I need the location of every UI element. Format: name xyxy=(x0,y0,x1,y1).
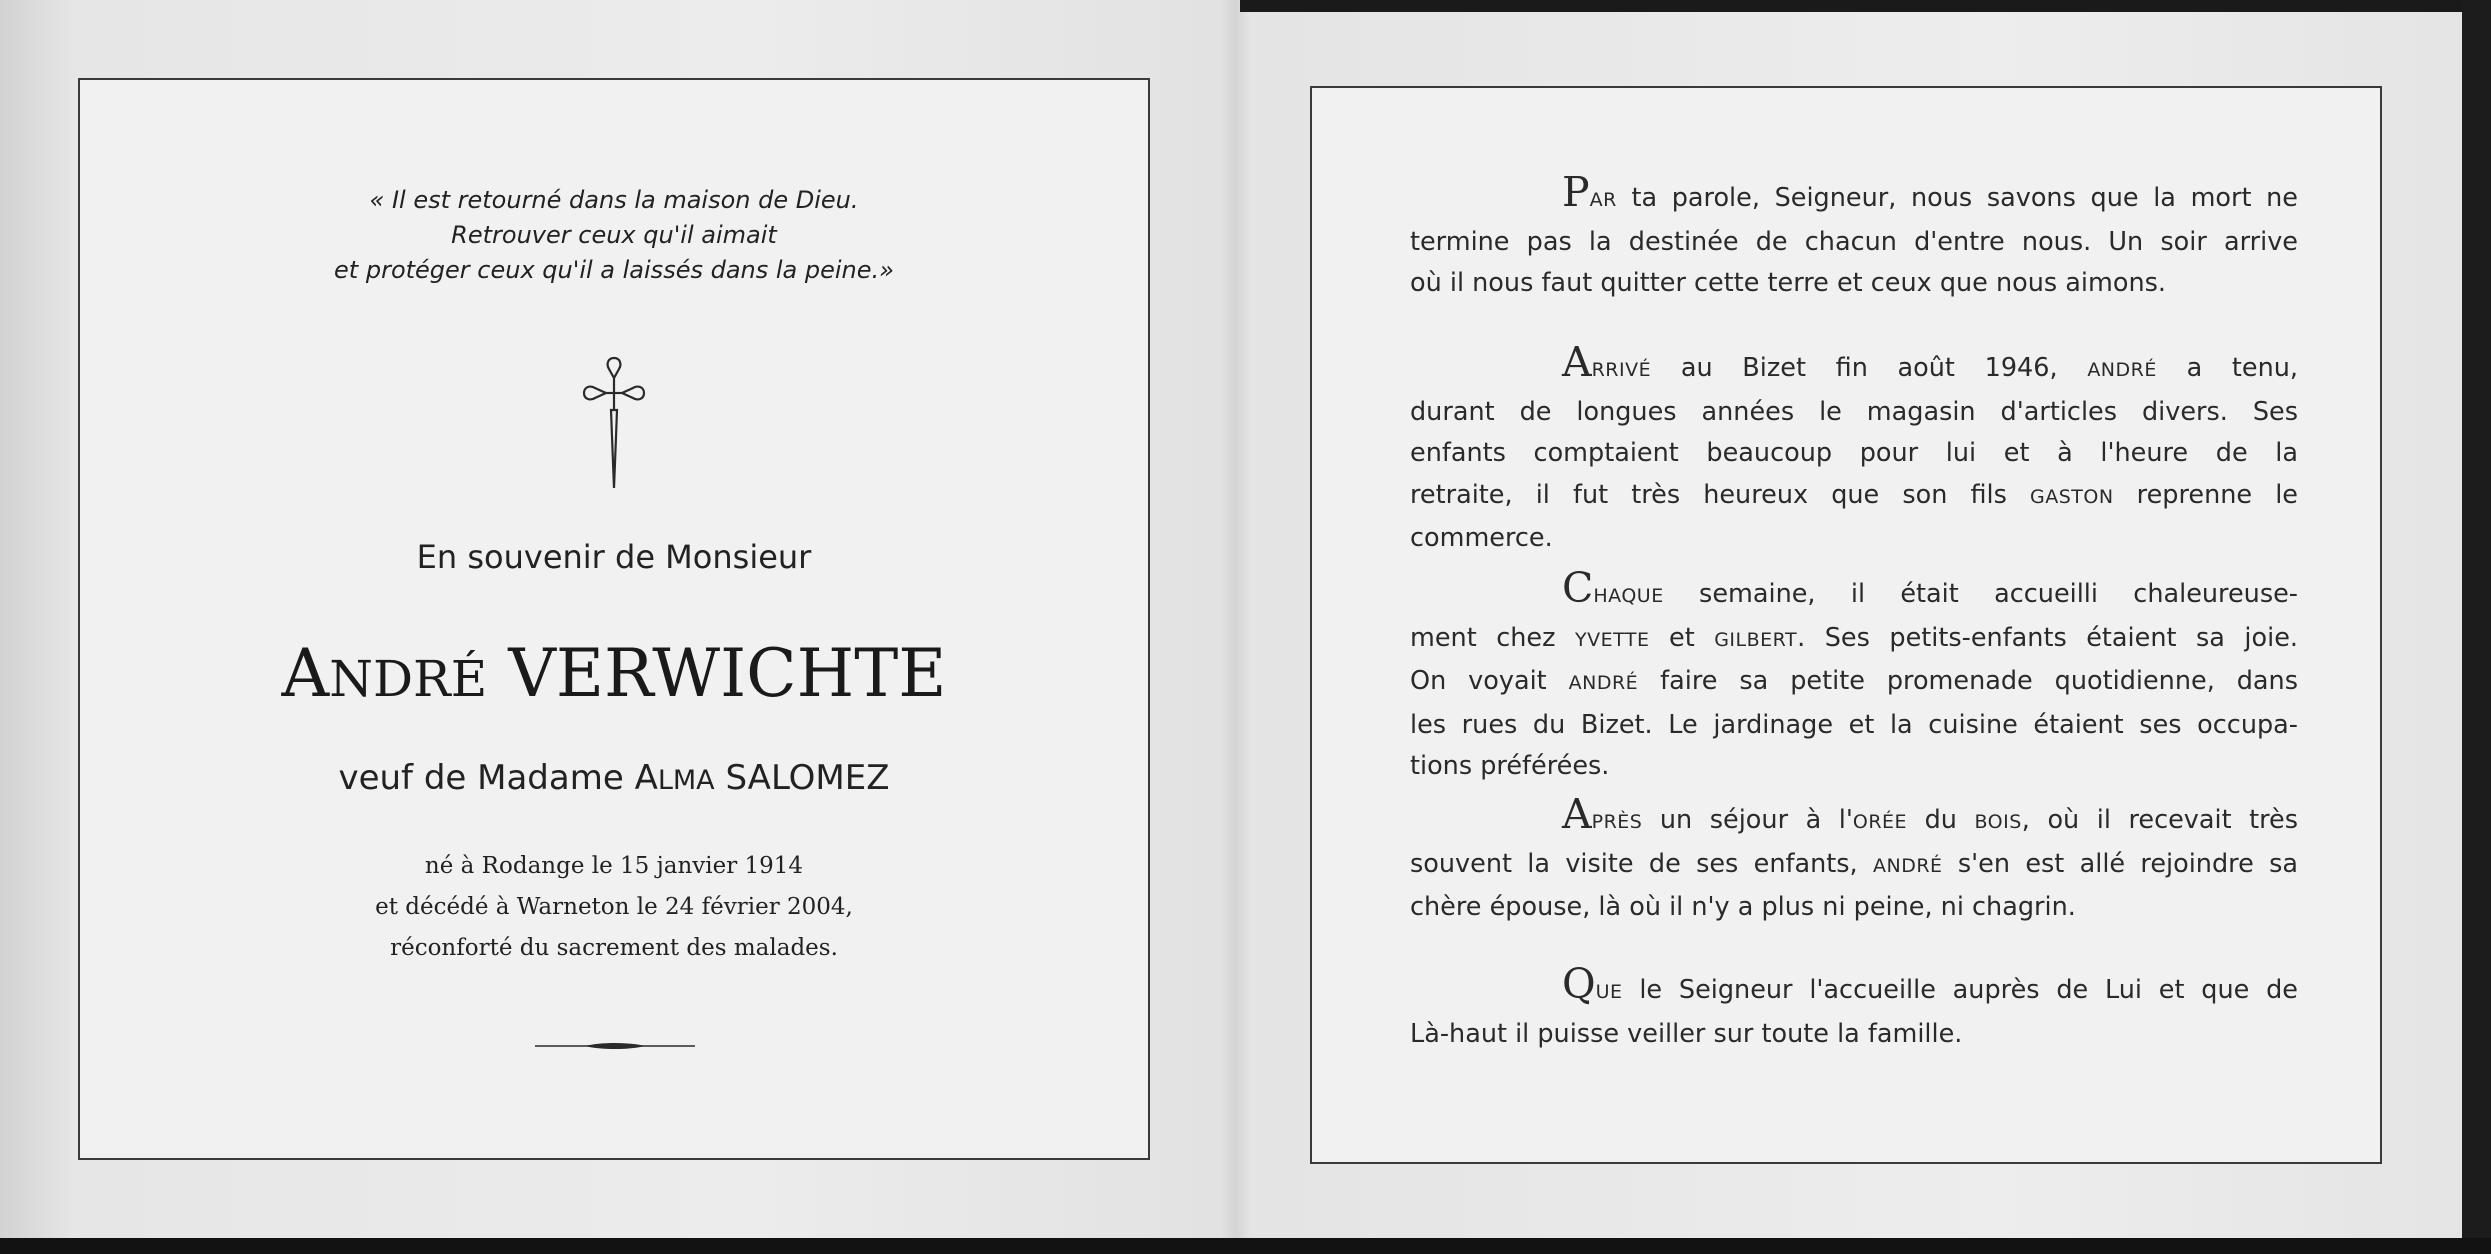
paragraph-2 xyxy=(1410,338,2298,560)
in-memory-of: En souvenir de Monsieur xyxy=(416,538,812,576)
widow-of xyxy=(80,758,1148,798)
first-name-rest: NDRÉ xyxy=(329,650,488,708)
scan-top-edge xyxy=(1240,0,2491,12)
memorial-card-text xyxy=(1310,86,2382,1164)
text-line: APRÈS un séjour à l'ORÉE du BOIS, où il recevait très xyxy=(1562,790,2299,838)
paragraph-3 xyxy=(1410,564,2299,788)
text-line: souvent la visite de ses enfants, ANDRÉ s'en est allé rejoindre sa xyxy=(1410,848,2298,879)
quote-line: Retrouver ceux qu'il aimait xyxy=(451,221,777,249)
text-line: Là-haut il puisse veiller sur toute la famille. xyxy=(1410,1018,1963,1049)
deceased-name xyxy=(80,635,1148,712)
first-name-initial: A xyxy=(281,635,330,712)
epigraph-quote xyxy=(80,183,1148,288)
quote-line: et protéger ceux qu'il a laissés dans la peine.» xyxy=(334,256,894,284)
divider-ornament xyxy=(535,1040,695,1052)
life-dates xyxy=(80,846,1148,969)
paragraph-1 xyxy=(1410,168,2298,305)
last-name: VERWICHTE xyxy=(508,635,947,712)
scan-right-edge xyxy=(2462,0,2491,1254)
sacrament-line: réconforté du sacrement des malades. xyxy=(390,935,838,961)
paragraph-4 xyxy=(1410,790,2299,929)
text-line: ARRIVÉ au Bizet fin août 1946, ANDRÉ a tenu, xyxy=(1562,338,2298,386)
text-line: CHAQUE semaine, il était accueilli chaleureuse- xyxy=(1562,564,2298,612)
text-line: commerce. xyxy=(1410,523,1553,553)
text-line: les rues du Bizet. Le jardinage et la cuisine étaient ses occupa- xyxy=(1410,709,2298,740)
death-line: et décédé à Warneton le 24 février 2004, xyxy=(375,894,853,920)
text-line: PAR ta parole, Seigneur, nous savons que la mort ne xyxy=(1562,168,2298,216)
text-line: chère épouse, là où il n'y a plus ni peine, ni chagrin. xyxy=(1410,892,2076,922)
quote-line: « Il est retourné dans la maison de Dieu. xyxy=(369,186,859,214)
text-line: enfants comptaient beaucoup pour lui et à l'heure de la xyxy=(1410,438,2298,468)
memorial-card-front xyxy=(78,78,1150,1160)
scan-bottom-edge xyxy=(0,1238,2491,1254)
text-line: durant de longues années le magasin d'articles divers. Ses xyxy=(1410,396,2298,427)
widow-prefix: veuf de Madame xyxy=(338,758,624,798)
text-line: QUE le Seigneur l'accueille auprès de Lui et que de xyxy=(1562,960,2298,1008)
text-line: ment chez YVETTE et GILBERT. Ses petits-enfants étaient sa joie. xyxy=(1410,622,2299,653)
text-line: tions préférées. xyxy=(1410,751,1610,781)
birth-line: né à Rodange le 15 janvier 1914 xyxy=(424,853,804,879)
widow-first-initial: A xyxy=(634,758,658,798)
cross-icon xyxy=(582,356,646,490)
widow-last-name: SALOMEZ xyxy=(725,758,890,798)
text-line: On voyait ANDRÉ faire sa petite promenade quotidienne, dans xyxy=(1410,666,2299,696)
text-line: termine pas la destinée de chacun d'entre nous. Un soir arrive xyxy=(1410,226,2298,257)
text-line: où il nous faut quitter cette terre et ceux que nous aimons. xyxy=(1410,268,2166,298)
paragraph-5 xyxy=(1410,960,2298,1055)
widow-first-rest: LMA xyxy=(657,765,715,796)
text-line: retraite, il fut très heureux que son fils GASTON reprenne le xyxy=(1410,479,2298,510)
